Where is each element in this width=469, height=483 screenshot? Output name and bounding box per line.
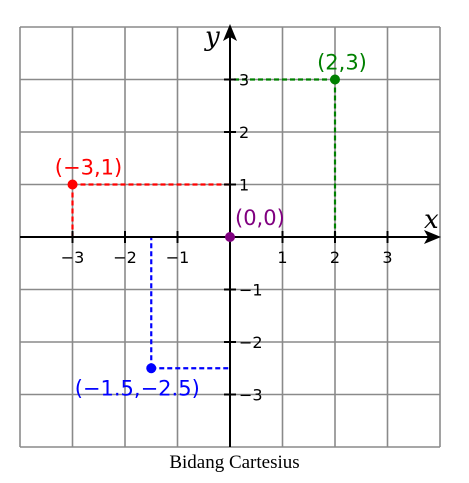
point-label-origin: (0,0)	[235, 206, 285, 230]
x-tick-label: −2	[113, 248, 137, 267]
figure-caption: Bidang Cartesius	[169, 452, 300, 473]
point-b	[68, 180, 78, 190]
point-label-c: (−1.5,−2.5)	[74, 376, 200, 401]
y-tick-label: −2	[239, 333, 263, 352]
y-tick-label: −3	[239, 385, 263, 405]
y-tick-label: −1	[239, 280, 263, 300]
x-tick-label: 2	[329, 248, 341, 267]
y-axis-label: y	[205, 22, 220, 52]
point-label-a: (2,3)	[317, 50, 367, 75]
y-tick-label: 3	[239, 70, 250, 90]
x-tick-label: 1	[277, 248, 288, 267]
point-c	[146, 363, 156, 373]
point-a	[330, 75, 340, 85]
x-axis-label: x	[424, 205, 439, 235]
y-tick-label: 1	[239, 175, 250, 195]
x-tick-label: −1	[165, 248, 190, 267]
x-tick-label: −3	[60, 248, 85, 267]
points	[55, 51, 367, 401]
x-tick-label: 3	[382, 248, 393, 267]
point-origin	[225, 232, 235, 242]
y-tick-label: 2	[239, 123, 250, 142]
point-label-b: (−3,1)	[54, 155, 123, 180]
guide-lines	[73, 80, 336, 369]
